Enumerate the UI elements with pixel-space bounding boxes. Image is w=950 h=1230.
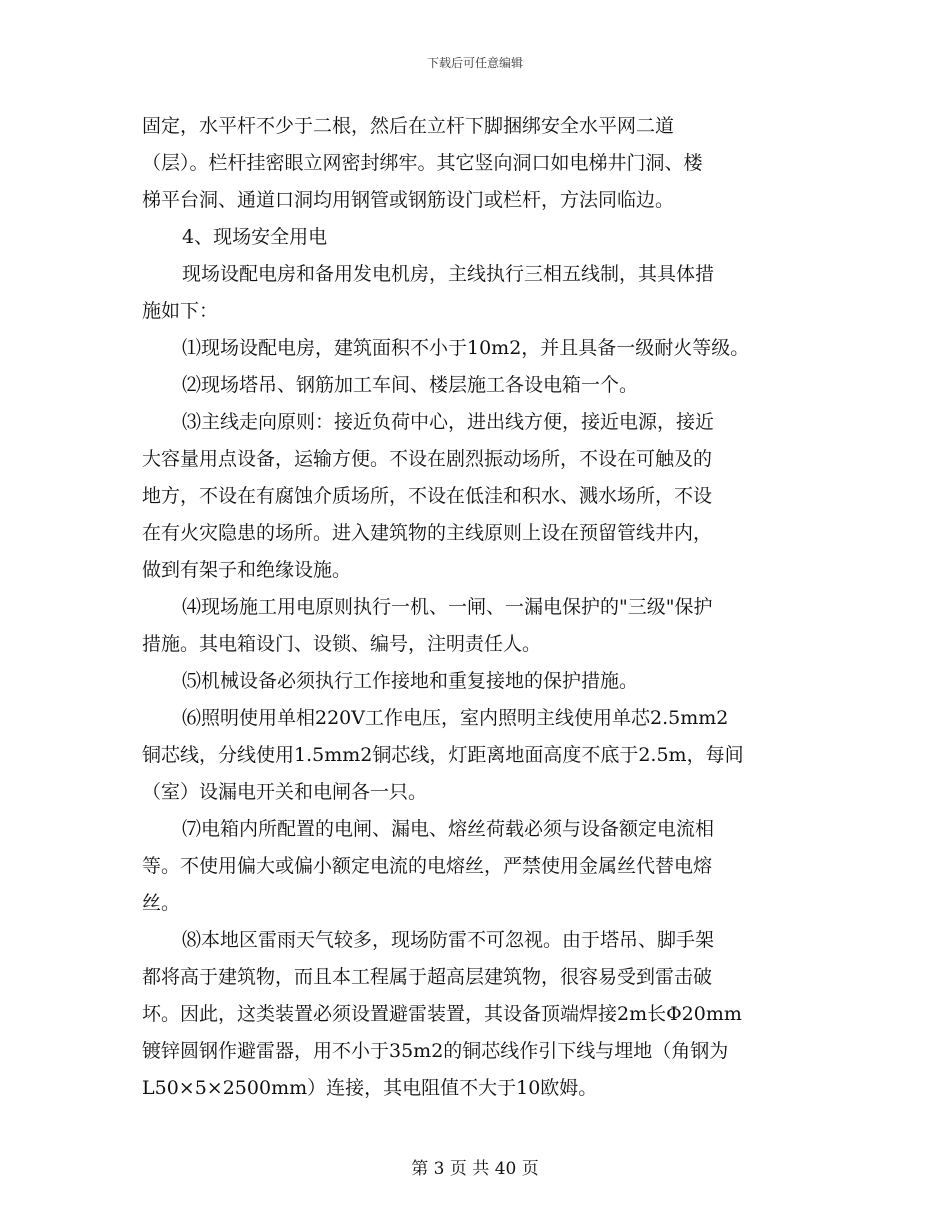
- text-line: ⑺电箱内所配置的电闸、漏电、熔丝荷载必须与设备额定电流相: [182, 818, 715, 840]
- text-line: ⑹照明使用单相220V工作电压，室内照明主线使用单芯2.5mm2: [182, 707, 729, 729]
- text-line: 4、现场安全用电: [182, 226, 328, 248]
- text-line: ⑻本地区雷雨天气较多，现场防雷不可忽视。由于塔吊、脚手架: [182, 929, 715, 951]
- text-line: 丝。: [142, 892, 181, 914]
- page-footer: 第 3 页 共 40 页: [411, 1159, 539, 1179]
- text-line: ⑸机械设备必须执行工作接地和重复接地的保护措施。: [182, 670, 639, 692]
- text-line: 大容量用点设备，运输方便。不设在剧烈振动场所，不设在可触及的: [142, 448, 713, 470]
- text-line: 固定，水平杆不少于二根，然后在立杆下脚捆绑安全水平网二道: [142, 115, 675, 137]
- text-line: 坏。因此，这类装置必须设置避雷装置，其设备顶端焊接2m长Φ20mm: [142, 1003, 742, 1025]
- text-line: ⑶主线走向原则：接近负荷中心，进出线方便，接近电源，接近: [182, 411, 715, 433]
- text-line: 地方，不设在有腐蚀介质场所，不设在低洼和积水、溅水场所，不设: [142, 485, 713, 507]
- text-line: 现场设配电房和备用发电机房，主线执行三相五线制，其具体措: [182, 263, 715, 285]
- text-line: 施如下：: [142, 300, 219, 322]
- text-line: ⑷现场施工用电原则执行一机、一闸、一漏电保护的"三级"保护: [182, 596, 713, 618]
- page-header: 下载后可任意编辑: [426, 56, 523, 70]
- text-line: 措施。其电箱设门、设锁、编号，注明责任人。: [142, 633, 542, 655]
- text-line: 都将高于建筑物，而且本工程属于超高层建筑物，很容易受到雷击破: [142, 966, 713, 988]
- text-line: 等。不使用偏大或偏小额定电流的电熔丝，严禁使用金属丝代替电熔: [142, 855, 713, 877]
- text-line: 铜芯线，分线使用1.5mm2铜芯线，灯距离地面高度不底于2.5m，每间: [142, 744, 744, 766]
- text-line: 镀锌圆钢作避雷器，用不小于35m2的铜芯线作引下线与埋地（角钢为: [142, 1040, 729, 1062]
- text-line: 梯平台洞、通道口洞均用钢管或钢筋设门或栏杆，方法同临边。: [142, 189, 675, 211]
- text-line: ⑴现场设配电房，建筑面积不小于10m2，并且具备一级耐火等级。: [182, 337, 750, 359]
- text-line: L50×5×2500mm）连接，其电阻值不大于10欧姆。: [142, 1077, 598, 1099]
- text-line: （层）。栏杆挂密眼立网密封绑牢。其它竖向洞口如电梯井门洞、楼: [142, 152, 703, 174]
- text-line: （室）设漏电开关和电闸各一只。: [142, 781, 428, 803]
- text-line: 在有火灾隐患的场所。进入建筑物的主线原则上设在预留管线井内，: [142, 522, 713, 544]
- text-line: 做到有架子和绝缘设施。: [142, 559, 352, 581]
- body-text: [142, 108, 822, 1107]
- text-line: ⑵现场塔吊、钢筋加工车间、楼层施工各设电箱一个。: [182, 374, 639, 396]
